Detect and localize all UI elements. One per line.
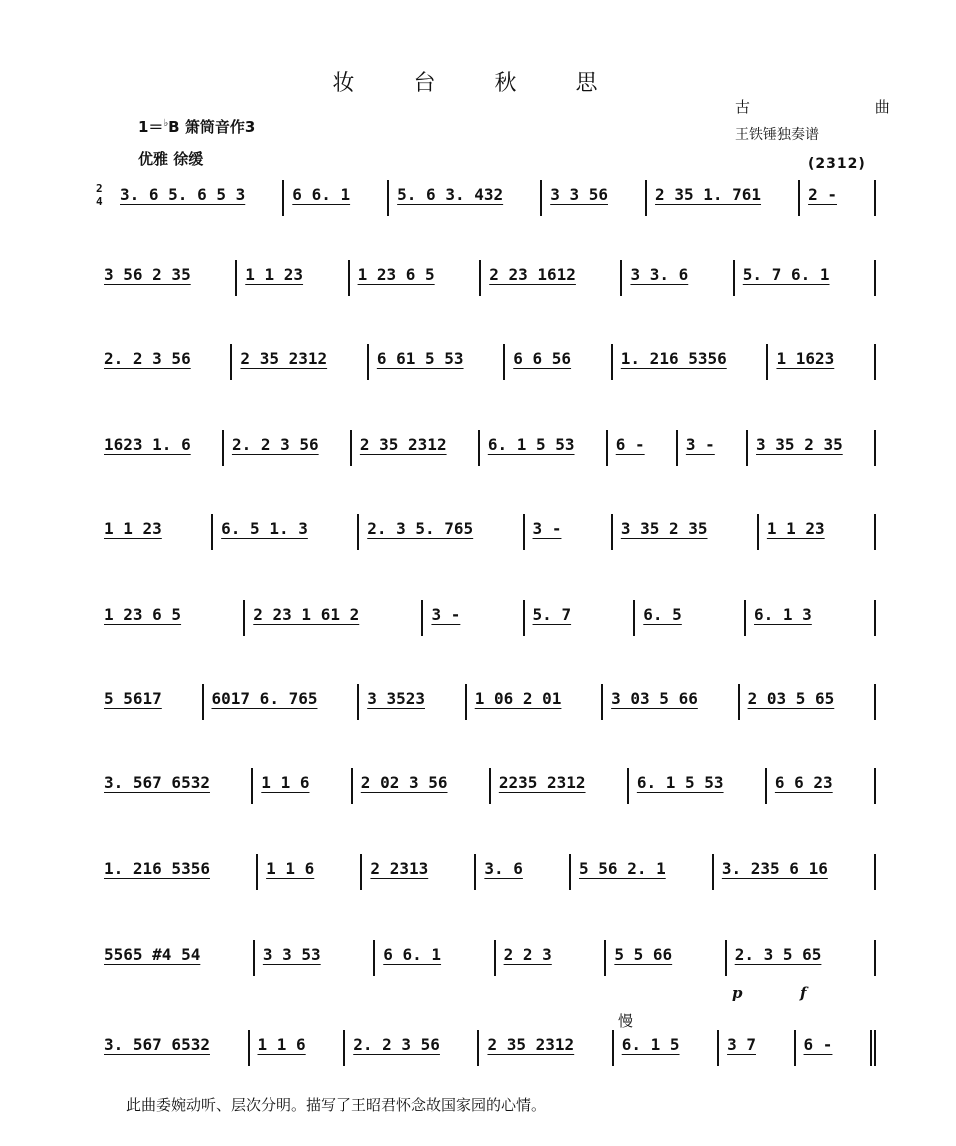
score-line <box>96 592 876 636</box>
measure: 2 35 2312 <box>479 1030 613 1066</box>
measure: 2. 3 5. 765 <box>359 514 524 550</box>
measure: 2 02 3 56 <box>353 768 491 804</box>
measure: 1 1 6 <box>250 1030 346 1066</box>
score-line <box>96 846 876 890</box>
measure: 2. 3 5 65 <box>727 940 876 976</box>
measure: 3. 6 <box>476 854 571 890</box>
measure: 3 56 2 35 <box>96 260 237 296</box>
measure: 2. 2 3 56 <box>345 1030 479 1066</box>
measure: 6. 1 5 53 <box>480 430 608 466</box>
measure: 5 5617 <box>96 684 204 720</box>
measure: 2 23 1612 <box>481 260 622 296</box>
measure: 2235 2312 <box>491 768 629 804</box>
measure: 2 2 3 <box>496 940 607 976</box>
measure: 1 1 6 <box>253 768 353 804</box>
measure: 3 - <box>423 600 524 636</box>
measure: 3 - <box>525 514 613 550</box>
measure: 6 6. 1 <box>284 180 389 216</box>
measure: 3. 567 6532 <box>96 768 253 804</box>
measure: 3 - <box>678 430 748 466</box>
measure: 1623 1. 6 <box>96 430 224 466</box>
measure: 3 3 56 <box>542 180 647 216</box>
measure: 1 1623 <box>768 344 876 380</box>
dynamic-piano: p <box>732 984 743 1002</box>
time-signature-top: 2 <box>96 182 103 195</box>
tempo-marking: 优雅 徐缓 <box>138 150 204 168</box>
score-line <box>96 422 876 466</box>
measure: 3 35 2 35 <box>748 430 876 466</box>
measure: 3 35 2 35 <box>613 514 759 550</box>
key-suffix: 箫筒音作3 <box>179 118 256 136</box>
measure: 5 5 66 <box>606 940 726 976</box>
score-line <box>96 676 876 720</box>
measure: 3. 567 6532 <box>96 1030 250 1066</box>
page-title: 妆 台 秋 思 <box>332 71 624 96</box>
genre-label: 古 曲 <box>735 98 950 116</box>
measure: 1 23 6 5 <box>96 600 245 636</box>
footnote: 此曲委婉动听、层次分明。描写了王昭君怀念故国家园的心情。 <box>126 1096 547 1114</box>
score-line <box>96 760 876 804</box>
dynamic-forte: f <box>800 984 807 1002</box>
measure: 5. 7 <box>525 600 636 636</box>
measure: 5. 7 6. 1 <box>735 260 876 296</box>
pickup-measure: (2312) <box>808 156 866 172</box>
measure: 3 3. 6 <box>622 260 734 296</box>
score-line <box>96 1022 876 1066</box>
measure: 3 7 <box>719 1030 795 1066</box>
measure: 6. 1 5 <box>614 1030 719 1066</box>
measure: 2 23 1 61 2 <box>245 600 423 636</box>
score-line <box>112 172 876 216</box>
measure: 5 56 2. 1 <box>571 854 714 890</box>
measure: 6 - <box>608 430 678 466</box>
measure: 3 03 5 66 <box>603 684 739 720</box>
measure: 1 1 23 <box>96 514 213 550</box>
measure: 1 1 23 <box>237 260 349 296</box>
measure: 6. 5 <box>635 600 746 636</box>
score-line <box>96 932 876 976</box>
measure: 6 6 56 <box>505 344 613 380</box>
measure: 2 03 5 65 <box>740 684 876 720</box>
measure: 1 06 2 01 <box>467 684 603 720</box>
key-prefix: 1＝ <box>138 118 164 136</box>
measure: 5565 #4 54 <box>96 940 255 976</box>
time-signature-bottom: 4 <box>96 195 103 208</box>
measure: 3. 6 5. 6 5 3 <box>112 180 284 216</box>
measure: 6 6. 1 <box>375 940 495 976</box>
measure: 2 - <box>800 180 876 216</box>
measure: 2. 2 3 56 <box>96 344 232 380</box>
measure: 2 35 1. 761 <box>647 180 800 216</box>
measure: 5. 6 3. 432 <box>389 180 542 216</box>
measure: 2. 2 3 56 <box>224 430 352 466</box>
measure: 6 61 5 53 <box>369 344 505 380</box>
measure: 3 3523 <box>359 684 467 720</box>
measure: 1 1 23 <box>759 514 876 550</box>
measure: 6. 5 1. 3 <box>213 514 359 550</box>
measure: 6017 6. 765 <box>204 684 360 720</box>
key-letter: B <box>168 118 180 136</box>
measure: 6. 1 3 <box>746 600 876 636</box>
score-line <box>96 506 876 550</box>
measure: 3. 235 6 16 <box>714 854 876 890</box>
measure: 2 35 2312 <box>352 430 480 466</box>
arranger-label: 王铁锤独奏谱 <box>735 127 819 143</box>
measure: 3 3 53 <box>255 940 375 976</box>
tempo-change-slow: 慢 <box>618 1012 634 1030</box>
measure: 6 6 23 <box>767 768 876 804</box>
score-line <box>96 336 876 380</box>
measure: 1 23 6 5 <box>350 260 482 296</box>
measure: 1. 216 5356 <box>613 344 769 380</box>
measure: 6 - <box>796 1030 876 1066</box>
measure: 1. 216 5356 <box>96 854 258 890</box>
score-line <box>96 252 876 296</box>
key-signature <box>138 116 255 137</box>
measure: 2 35 2312 <box>232 344 368 380</box>
measure: 1 1 6 <box>258 854 362 890</box>
measure: 6. 1 5 53 <box>629 768 767 804</box>
key-flat: ♭ <box>163 118 169 129</box>
measure: 2 2313 <box>362 854 476 890</box>
